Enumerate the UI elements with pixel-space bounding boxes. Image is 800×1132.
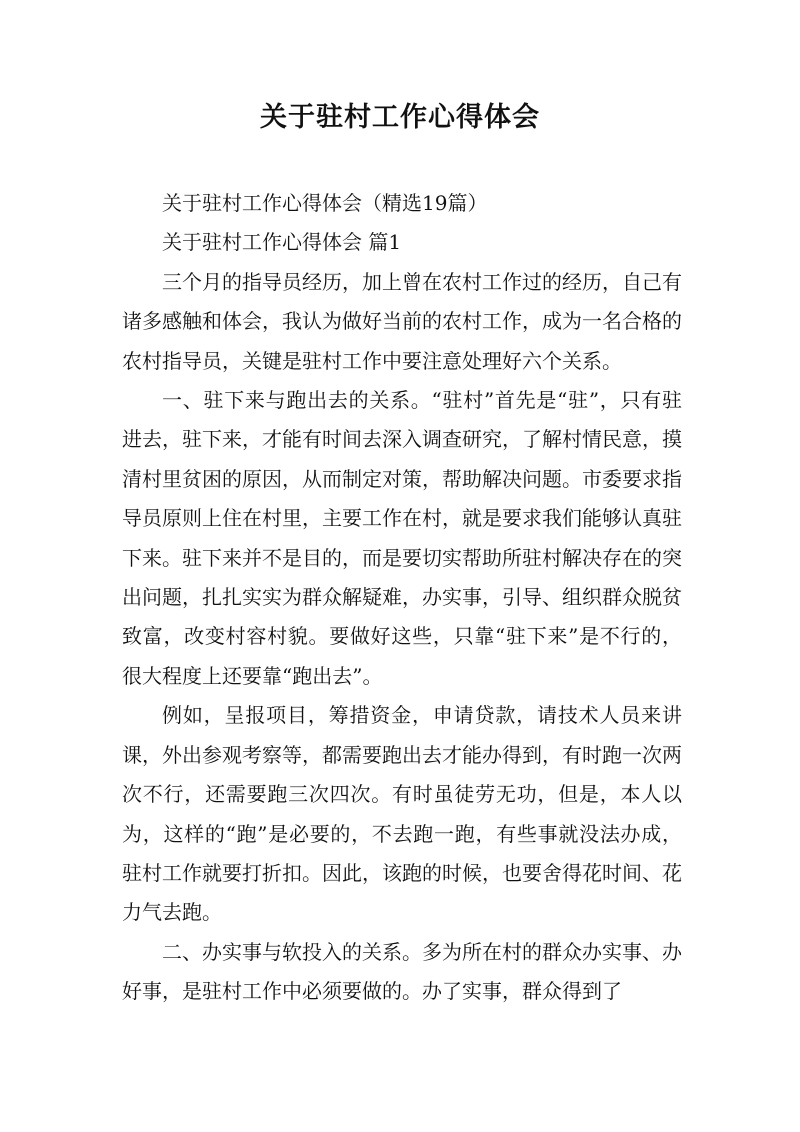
document-body — [122, 184, 682, 1012]
paragraph-4: 二、办实事与软投入的关系。多为所在村的群众办实事、办好事，是驻村工作中必须要做的。办了实事，群众得到了 — [122, 939, 682, 1004]
document-title: 关于驻村工作心得体会 — [260, 102, 540, 133]
document-subtitle: 关于驻村工作心得体会（精选19篇） — [162, 191, 488, 215]
paragraph-2: 一、驻下来与跑出去的关系。“驻村”首先是“驻”，只有驻进去，驻下来，才能有时间去深入调查研究，了解村情民意，摸清村里贫困的原因，从而制定对策，帮助解决问题。市委要求指导员原则上住在村里，主要工作在村，就是要求我们能够认真驻下来。驻下来并不是目的，而是要切实帮助所驻村解决存在的突出问题，扎扎实实为群众解疑难，办实事，引导、组织群众脱贫致富，改变村容村貌。要做好这些，只靠“驻下来”是不行的，很大程度上还要靠“跑出去”。 — [122, 388, 682, 688]
section-heading: 关于驻村工作心得体会 篇1 — [162, 230, 402, 255]
paragraph-3: 例如，呈报项目，筹措资金，申请贷款，请技术人员来讲课，外出参观考察等，都需要跑出去才能办得到，有时跑一次两次不行，还需要跑三次四次。有时虽徒劳无功，但是，本人以为，这样的“跑”是必要的，不去跑一跑，有些事就没法办成，驻村工作就要打折扣。因此，该跑的时候，也要舍得花时间、花力气去跑。 — [122, 703, 682, 925]
paragraph-1: 三个月的指导员经历，加上曾在农村工作过的经历，自己有诸多感触和体会，我认为做好当前的农村工作，成为一名合格的农村指导员，关键是驻村工作中要注意处理好六个关系。 — [122, 269, 682, 373]
